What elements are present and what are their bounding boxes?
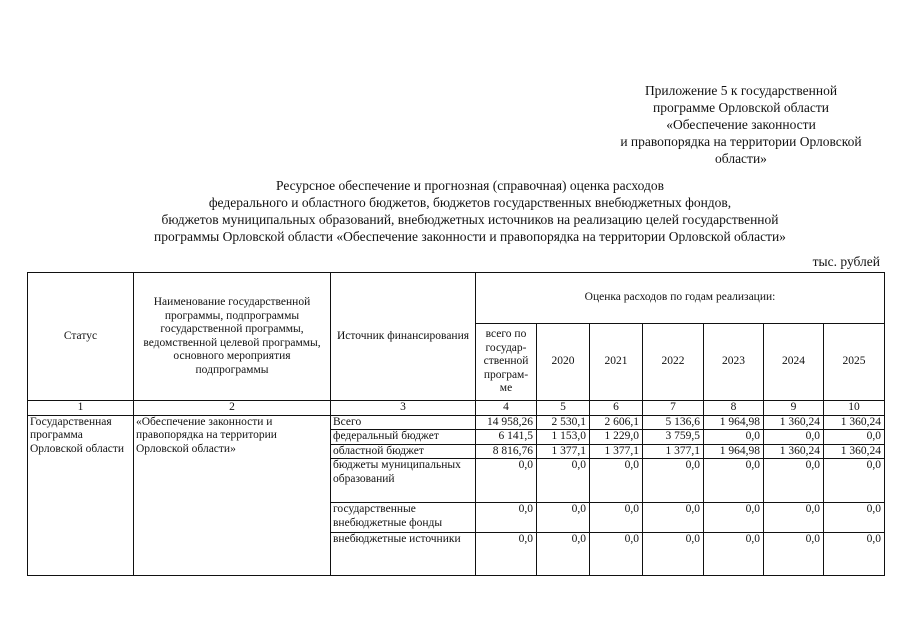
value-cell: 0,0 (537, 503, 590, 533)
value-cell: 2 606,1 (590, 415, 643, 430)
source-cell: государственные внебюджетные фонды (331, 503, 476, 533)
value-cell: 0,0 (824, 503, 885, 533)
header-year: 2023 (704, 324, 764, 401)
value-cell: 0,0 (476, 503, 537, 533)
header-source: Источник финансирования (331, 273, 476, 401)
header-status: Статус (28, 273, 134, 401)
value-cell: 14 958,26 (476, 415, 537, 430)
source-cell: Всего (331, 415, 476, 430)
program-name-cell: «Обеспечение законности и правопорядка на территории Орловской области» (134, 415, 331, 576)
appendix-line: области» (715, 151, 767, 166)
funding-table (27, 272, 885, 576)
source-cell: внебюджетные источники (331, 533, 476, 576)
column-number: 5 (537, 401, 590, 416)
header-year: 2025 (824, 324, 885, 401)
value-cell: 0,0 (704, 430, 764, 445)
value-cell: 0,0 (476, 459, 537, 503)
value-cell: 3 759,5 (643, 430, 704, 445)
value-cell: 1 964,98 (704, 444, 764, 459)
value-cell: 0,0 (824, 533, 885, 576)
source-cell: областной бюджет (331, 444, 476, 459)
header-name: Наименование государственной программы, подпрограммы государственной программы, ведомственной целевой программы, основного мероприятия подпрограммы (134, 273, 331, 401)
value-cell: 0,0 (643, 533, 704, 576)
value-cell: 0,0 (704, 533, 764, 576)
title-line: Ресурсное обеспечение и прогнозная (справочная) оценка расходов (276, 178, 664, 193)
column-number: 2 (134, 401, 331, 416)
value-cell: 0,0 (764, 459, 824, 503)
value-cell: 0,0 (764, 430, 824, 445)
column-number: 10 (824, 401, 885, 416)
value-cell: 1 360,24 (764, 415, 824, 430)
column-number: 8 (704, 401, 764, 416)
value-cell: 0,0 (537, 459, 590, 503)
value-cell: 8 816,76 (476, 444, 537, 459)
value-cell: 0,0 (704, 459, 764, 503)
value-cell: 1 229,0 (590, 430, 643, 445)
value-cell: 6 141,5 (476, 430, 537, 445)
header-total: всего по государ-ственной програм-ме (476, 324, 537, 401)
header-year: 2020 (537, 324, 590, 401)
value-cell: 5 136,6 (643, 415, 704, 430)
column-number: 7 (643, 401, 704, 416)
value-cell: 1 360,24 (764, 444, 824, 459)
column-number: 6 (590, 401, 643, 416)
value-cell: 0,0 (643, 503, 704, 533)
value-cell: 1 153,0 (537, 430, 590, 445)
appendix-line: и правопорядка на территории Орловской (620, 134, 862, 149)
value-cell: 0,0 (643, 459, 704, 503)
value-cell: 0,0 (764, 503, 824, 533)
value-cell: 0,0 (476, 533, 537, 576)
value-cell: 1 377,1 (590, 444, 643, 459)
source-cell: бюджеты муниципальных образований (331, 459, 476, 503)
value-cell: 1 360,24 (824, 415, 885, 430)
source-cell: федеральный бюджет (331, 430, 476, 445)
value-cell: 0,0 (590, 533, 643, 576)
appendix-line: «Обеспечение законности (666, 117, 816, 132)
value-cell: 0,0 (824, 459, 885, 503)
column-number: 9 (764, 401, 824, 416)
table-row (28, 415, 885, 430)
value-cell: 0,0 (764, 533, 824, 576)
appendix-line: Приложение 5 к государственной (644, 83, 838, 98)
value-cell: 1 377,1 (643, 444, 704, 459)
title-line: программы Орловской области «Обеспечение законности и правопорядка на территории Орловской области» (154, 229, 786, 244)
value-cell: 2 530,1 (537, 415, 590, 430)
value-cell: 1 964,98 (704, 415, 764, 430)
value-cell: 1 377,1 (537, 444, 590, 459)
value-cell: 0,0 (590, 459, 643, 503)
header-year: 2021 (590, 324, 643, 401)
header-estimate: Оценка расходов по годам реализации: (476, 273, 885, 324)
header-year: 2024 (764, 324, 824, 401)
title-line: бюджетов муниципальных образований, внебюджетных источников на реализацию целей государственной (161, 212, 779, 227)
column-number: 4 (476, 401, 537, 416)
value-cell: 0,0 (590, 503, 643, 533)
value-cell: 0,0 (824, 430, 885, 445)
appendix-line: программе Орловской области (653, 100, 829, 115)
value-cell: 0,0 (537, 533, 590, 576)
title-line: федерального и областного бюджетов, бюджетов государственных внебюджетных фондов, (208, 195, 732, 210)
value-cell: 1 360,24 (824, 444, 885, 459)
status-cell: Государственная программа Орловской области (28, 415, 134, 576)
column-number: 1 (28, 401, 134, 416)
column-numbers-row (28, 401, 885, 416)
document-title (100, 177, 840, 245)
column-number: 3 (331, 401, 476, 416)
appendix-note (600, 82, 882, 167)
units-label: тыс. рублей (812, 254, 880, 269)
value-cell: 0,0 (704, 503, 764, 533)
header-year: 2022 (643, 324, 704, 401)
